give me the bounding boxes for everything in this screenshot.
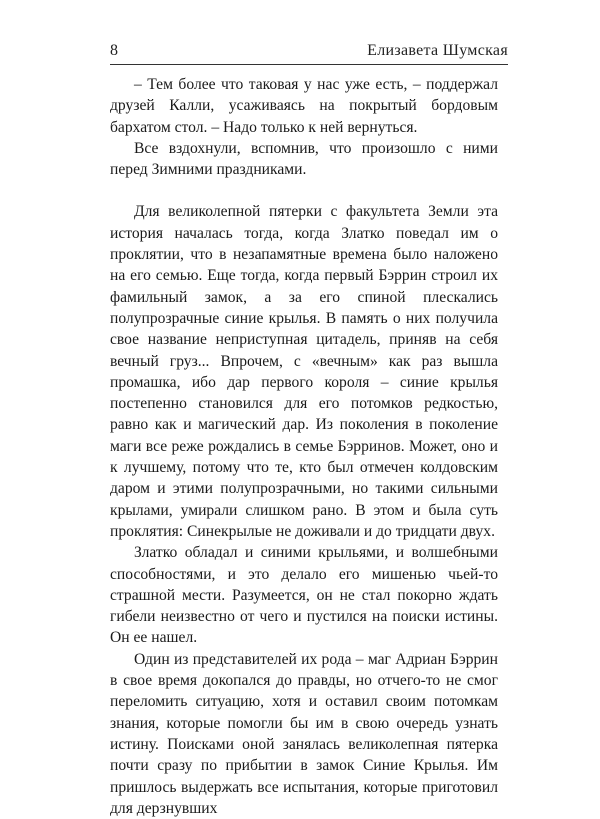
page-header xyxy=(110,40,508,64)
paragraph: Все вздохнули, вспомнив, что произошло с ними перед Зимними праздниками. xyxy=(110,139,498,179)
running-head-author: Елизавета Шумская xyxy=(367,42,508,59)
paragraph: – Тем более что таковая у нас уже есть, – поддержал друзей Калли, усаживаясь на покрытый бордовым бархатом стол. – Надо только к ней вернуться. xyxy=(110,76,498,136)
paragraph: Для великолепной пятерки с факультета Земли эта история началась тогда, когда Златко поведал им о проклятии, что в незапамятные времена было наложено на его семью. Еще тогда, когда первый Бэррин строил их фамильный замок, а за его спиной плескались полупрозрачные синие крылья. В память о них получила свое название неприступная цитадель, приняв на себя вечный груз... Впрочем, с «вечным» как раз вышла промашка, ибо дар первого короля – синие крылья постепенно становился для его потомков редкостью, равно как и магический дар. Из поколения в поколение маги все реже рождались в семье Бэрринов. Может, оно и к лучшему, потому что те, кто был отмечен колдовским даром и этими полупрозрачными, но такими сильными крылами, умирали слишком рано. В этом и была суть проклятия: Синекрылые не доживали и до тридцати двух. xyxy=(110,203,498,540)
paragraph: Один из представителей их рода – маг Адриан Бэррин в свое время докопался до правды, но отчего-то не смог переломить ситуацию, хотя и оставил своим потомкам знания, которые помогли бы им в свою очередь узнать истину. Поисками оной занялась великолепная пятерка почти сразу по прибытии в замок Синие Крылья. Им пришлось выдержать все испытания, которые приготовил для дерзнувших xyxy=(110,650,498,817)
header-divider xyxy=(110,64,508,65)
page-number: 8 xyxy=(110,42,118,59)
paragraph: Златко обладал и синими крыльями, и волшебными способностями, и это делало его мишенью чьей-то страшной мести. Разумеется, он не стал покорно ждать гибели неизвестно от чего и пустился на поиски истины. Он ее нашел. xyxy=(110,544,498,647)
body-text xyxy=(110,74,498,819)
